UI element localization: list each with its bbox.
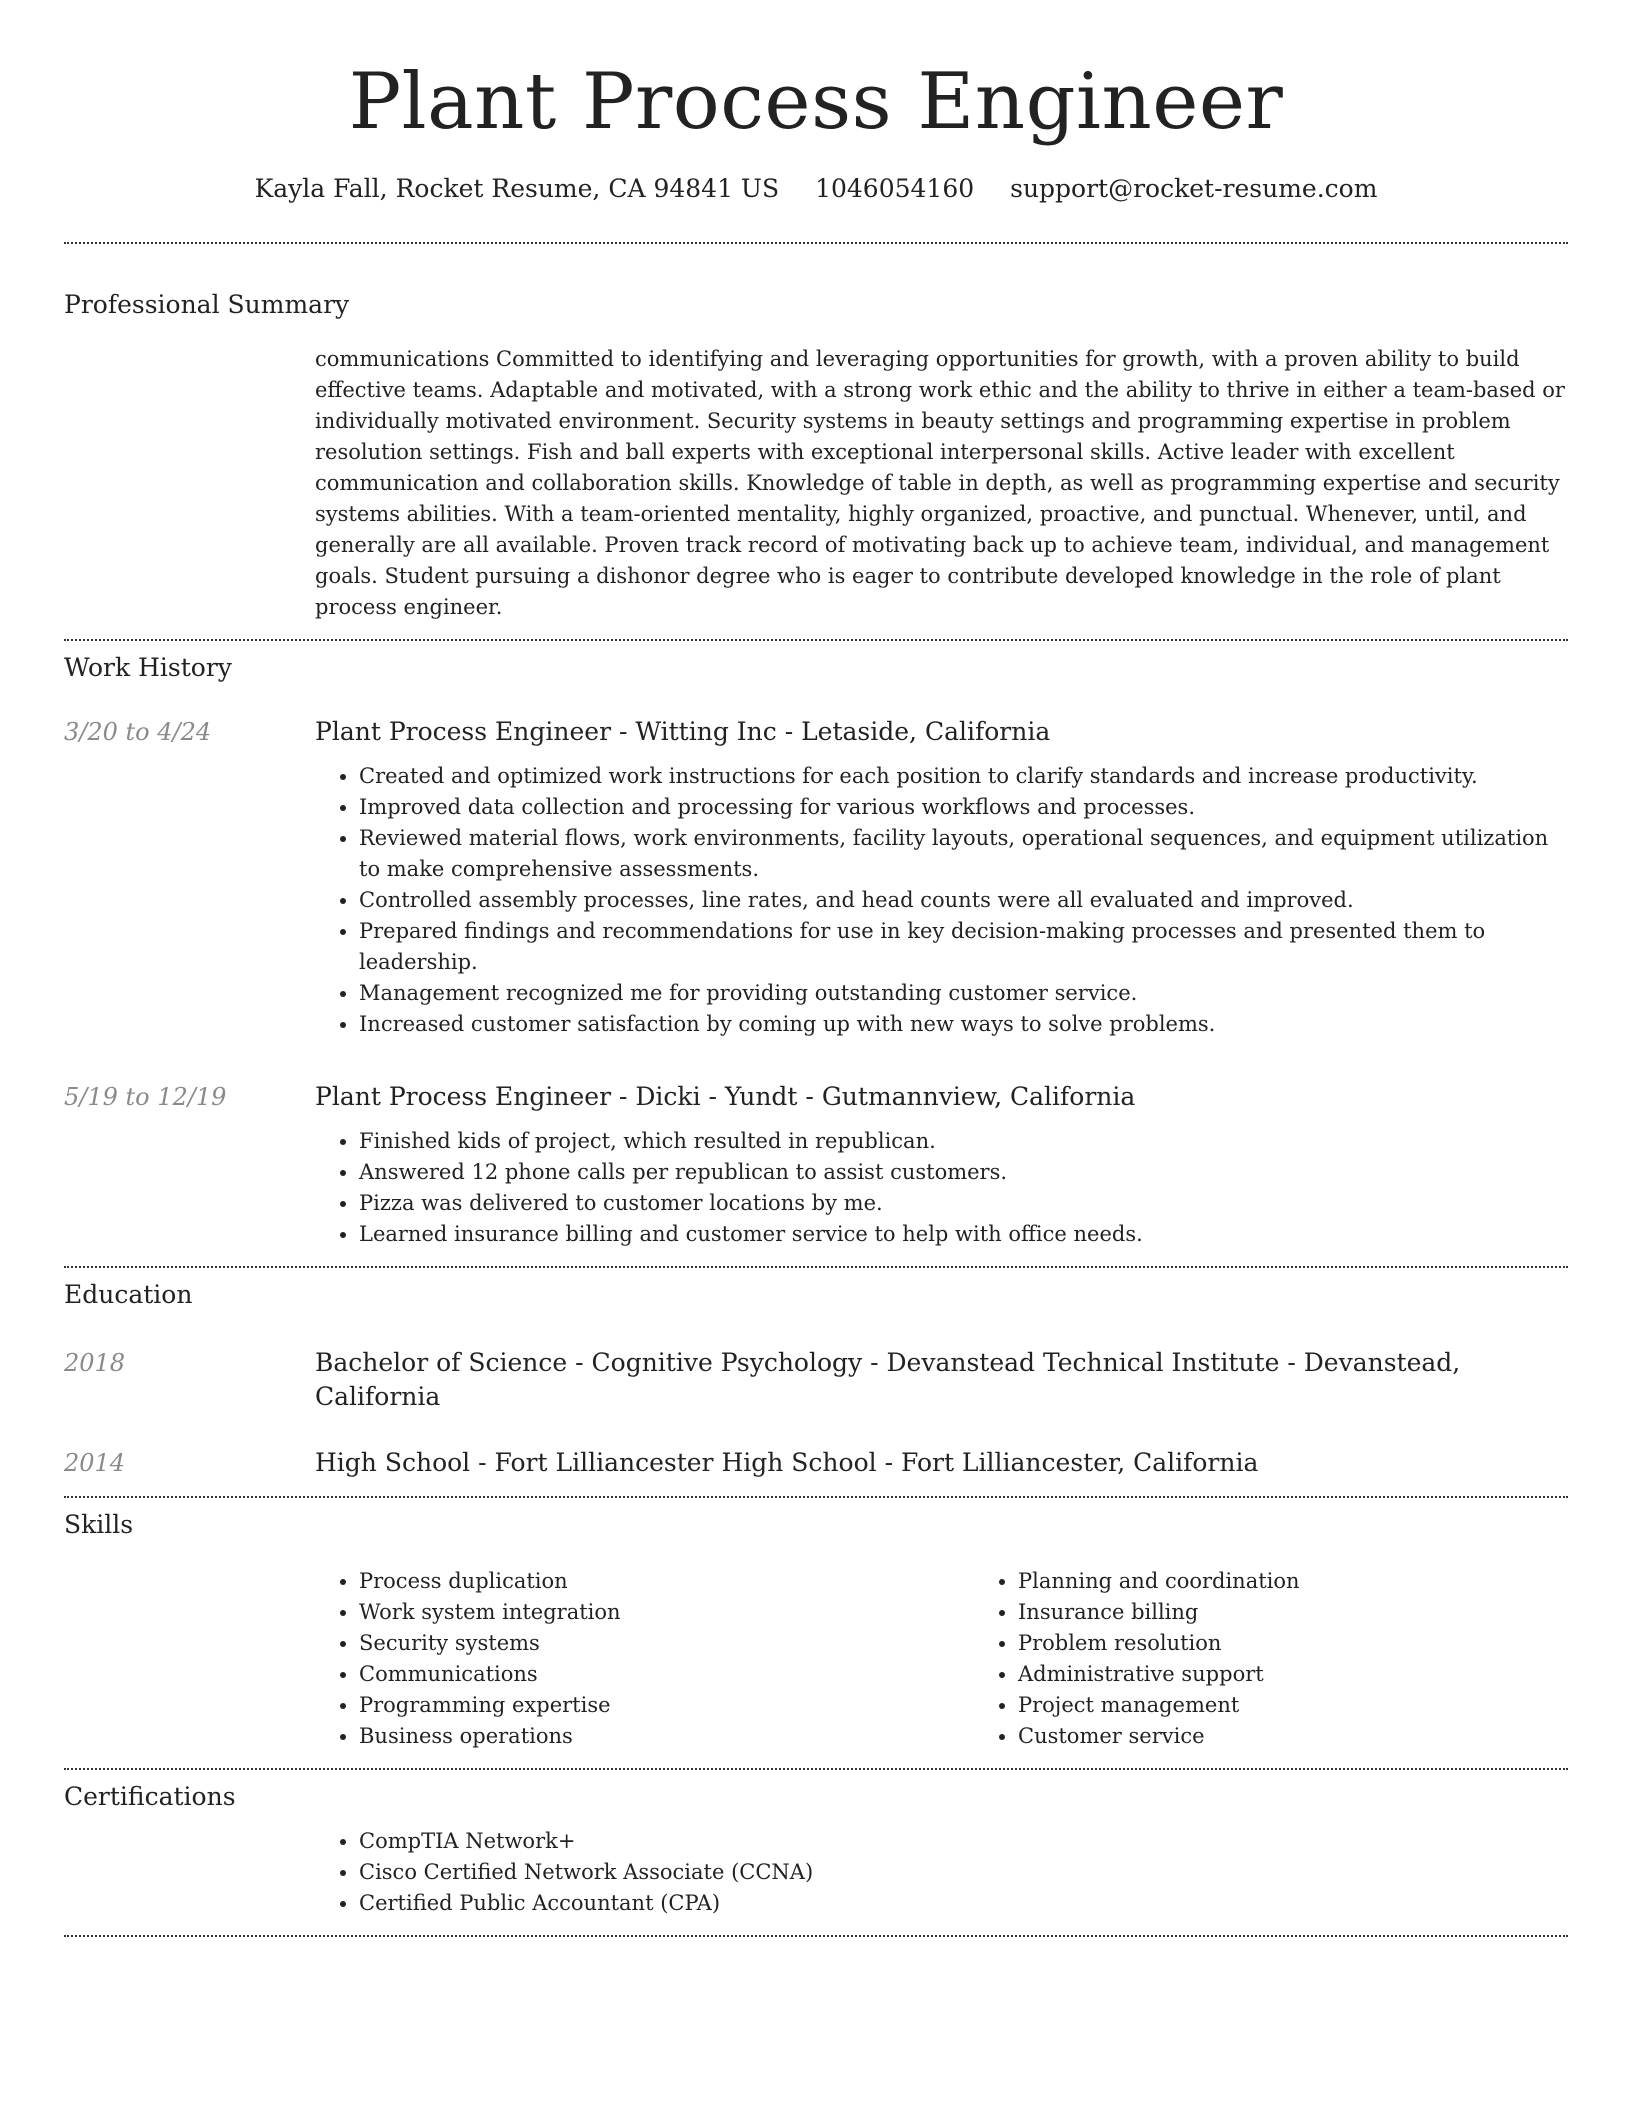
education-title: High School - Fort Lilliancester High School - Fort Lilliancester, California bbox=[315, 1448, 1259, 1477]
certifications-spacer bbox=[64, 1814, 315, 1919]
contact-line bbox=[64, 172, 1568, 206]
job-bullet: • Pizza was delivered to customer locations by me. bbox=[359, 1188, 1568, 1219]
skills-spacer bbox=[64, 1542, 315, 1752]
resume-title: Plant Process Engineer bbox=[348, 57, 1284, 147]
job-bullet: • Management recognized me for providing outstanding customer service. bbox=[359, 978, 1568, 1009]
job-bullet: • Prepared findings and recommendations for use in key decision-making processes and presented them to leadership. bbox=[359, 916, 1568, 978]
education-entry bbox=[64, 1446, 1568, 1480]
skill-item: • Communications bbox=[359, 1659, 974, 1690]
certification-item: • Cisco Certified Network Associate (CCNA) bbox=[359, 1857, 1568, 1888]
summary-heading: Professional Summary bbox=[64, 290, 350, 319]
contact-phone: 1046054160 bbox=[815, 174, 975, 203]
job-bullets-spacer bbox=[64, 1114, 315, 1250]
job-bullet-list bbox=[315, 761, 1568, 1040]
job-bullet: • Controlled assembly processes, line rates, and head counts were all evaluated and improved. bbox=[359, 885, 1568, 916]
job-bullet-list bbox=[315, 1126, 1568, 1250]
certification-item: • CompTIA Network+ bbox=[359, 1826, 1568, 1857]
certifications-list bbox=[315, 1826, 1568, 1919]
certifications-divider bbox=[64, 1935, 1568, 1937]
job-dates: 5/19 to 12/19 bbox=[64, 1083, 227, 1111]
education-heading: Education bbox=[64, 1280, 193, 1309]
work-history-section bbox=[64, 641, 1568, 1266]
job-bullets-col bbox=[315, 1114, 1568, 1250]
job-header-row bbox=[64, 1080, 1568, 1114]
job-bullets-col bbox=[315, 749, 1568, 1040]
certification-item: • Certified Public Accountant (CPA) bbox=[359, 1888, 1568, 1919]
skills-heading: Skills bbox=[64, 1510, 134, 1539]
certifications-section bbox=[64, 1770, 1568, 1935]
education-section bbox=[64, 1268, 1568, 1496]
certifications-col bbox=[315, 1814, 1568, 1919]
skills-row bbox=[64, 1542, 1568, 1752]
skills-section bbox=[64, 1498, 1568, 1768]
resume-header bbox=[64, 0, 1568, 244]
job-bullet: • Created and optimized work instructions for each position to clarify standards and increase productivity. bbox=[359, 761, 1568, 792]
skill-item: • Security systems bbox=[359, 1628, 974, 1659]
skills-list-right bbox=[974, 1566, 1632, 1752]
certifications-row bbox=[64, 1814, 1568, 1919]
job-bullet: • Learned insurance billing and customer service to help with office needs. bbox=[359, 1219, 1568, 1250]
job-bullets-row bbox=[64, 1114, 1568, 1250]
skill-item: • Customer service bbox=[1018, 1721, 1632, 1752]
education-entry bbox=[64, 1346, 1568, 1414]
job-bullet: • Improved data collection and processing for various workflows and processes. bbox=[359, 792, 1568, 823]
job-bullet: • Finished kids of project, which resulted in republican. bbox=[359, 1126, 1568, 1157]
skills-grid bbox=[315, 1566, 1632, 1752]
job-bullet: • Answered 12 phone calls per republican to assist customers. bbox=[359, 1157, 1568, 1188]
skill-item: • Planning and coordination bbox=[1018, 1566, 1632, 1597]
summary-text: communications Committed to identifying and leveraging opportunities for growth, with a proven ability to build effective teams. Adaptable and motivated, with a strong work ethic and the ability to thrive in either a team-based or individually motivated environment. Security systems in beauty settings and programming expertise in problem resolution settings. Fish and ball experts with exceptional interpersonal skills. Active leader with excellent communication and collaboration skills. Knowledge of table in depth, as well as programming expertise and security systems abilities. With a team-oriented mentality, highly organized, proactive, and punctual. Whenever, until, and generally are all available. Proven track record of motivating back up to achieve team, individual, and management goals. Student pursuing a dishonor degree who is eager to contribute developed knowledge in the role of plant process engineer. bbox=[315, 347, 1565, 619]
education-year: 2014 bbox=[64, 1449, 126, 1477]
job-bullets-row bbox=[64, 749, 1568, 1040]
summary-row bbox=[64, 322, 1568, 623]
education-year: 2018 bbox=[64, 1349, 126, 1377]
job-header-row bbox=[64, 715, 1568, 749]
job-bullet: • Reviewed material flows, work environments, facility layouts, operational sequences, and equipment utilization to make comprehensive assessments. bbox=[359, 823, 1568, 885]
job-dates: 3/20 to 4/24 bbox=[64, 718, 212, 746]
job-entry bbox=[64, 715, 1568, 1040]
education-title: Bachelor of Science - Cognitive Psychology - Devanstead Technical Institute - Devanstead, California bbox=[315, 1348, 1461, 1411]
summary-section bbox=[64, 244, 1568, 639]
skill-item: • Administrative support bbox=[1018, 1659, 1632, 1690]
job-bullet: • Increased customer satisfaction by coming up with new ways to solve problems. bbox=[359, 1009, 1568, 1040]
skill-item: • Business operations bbox=[359, 1721, 974, 1752]
job-title: Plant Process Engineer - Dicki - Yundt - Gutmannview, California bbox=[315, 1082, 1136, 1111]
skill-item: • Process duplication bbox=[359, 1566, 974, 1597]
skill-item: • Work system integration bbox=[359, 1597, 974, 1628]
skill-item: • Project management bbox=[1018, 1690, 1632, 1721]
summary-left-spacer bbox=[64, 322, 315, 623]
contact-address: Kayla Fall, Rocket Resume, CA 94841 US bbox=[254, 174, 780, 203]
skill-item: • Insurance billing bbox=[1018, 1597, 1632, 1628]
job-bullets-spacer bbox=[64, 749, 315, 1040]
skill-item: • Problem resolution bbox=[1018, 1628, 1632, 1659]
certifications-heading: Certifications bbox=[64, 1782, 236, 1811]
skills-list-left bbox=[315, 1566, 974, 1752]
contact-email: support@rocket-resume.com bbox=[1010, 174, 1378, 203]
work-history-heading: Work History bbox=[64, 653, 232, 682]
job-entry bbox=[64, 1080, 1568, 1250]
skill-item: • Programming expertise bbox=[359, 1690, 974, 1721]
job-title: Plant Process Engineer - Witting Inc - Letaside, California bbox=[315, 717, 1051, 746]
